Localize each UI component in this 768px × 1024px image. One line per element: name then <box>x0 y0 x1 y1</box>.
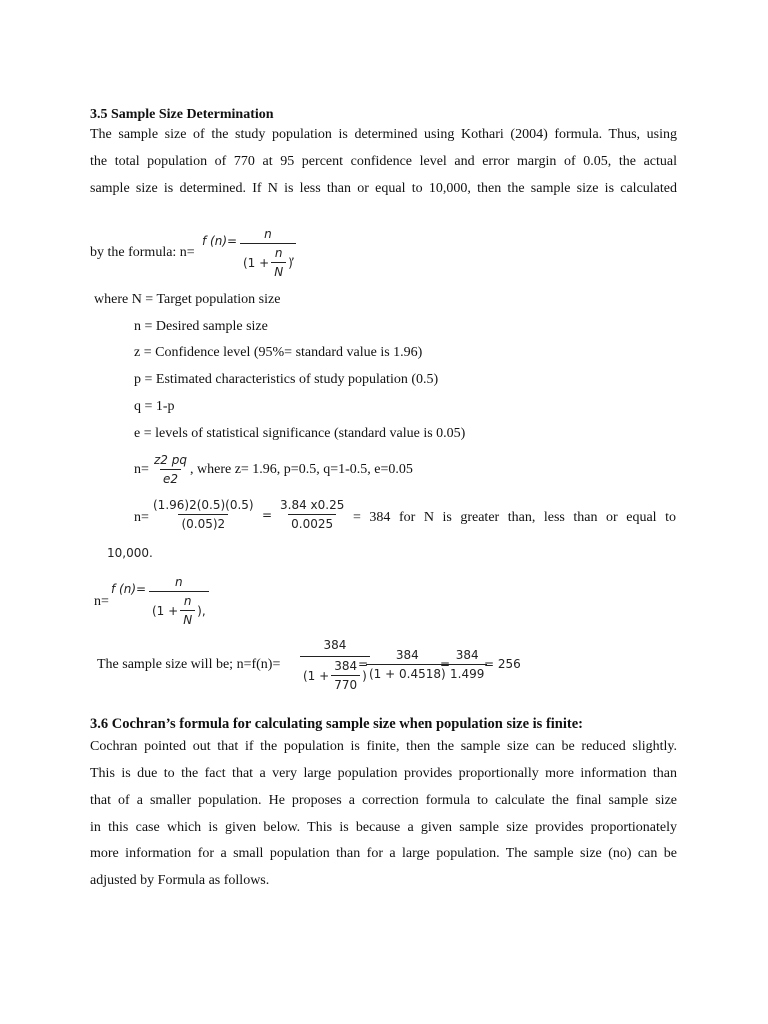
eq4-den-close: ), <box>197 603 206 618</box>
eq2-rest: , where z= 1.96, p=0.5, q=1-0.5, e=0.05 <box>190 462 413 477</box>
eq2-fraction <box>151 452 190 487</box>
eq3-fraction-2 <box>277 497 347 532</box>
paragraph-line: Cochran pointed out that if the population is finite, then the sample size can be reduced slightly. <box>90 739 677 754</box>
eq3-denominator-1: (0.05)2 <box>178 514 228 532</box>
eq4-fraction <box>149 574 209 628</box>
eq4-den-n: n <box>183 594 192 608</box>
definition-line: n = Desired sample size <box>134 319 268 334</box>
eq3-fraction-1 <box>150 497 257 532</box>
eq4-fn <box>111 582 146 596</box>
eq5-result: = 256 <box>484 657 521 671</box>
eq4-numerator: n <box>175 575 183 589</box>
eq5-fraction-3 <box>447 647 487 682</box>
formula-den-close: ) <box>288 255 293 270</box>
eq2-numerator: z2 pq <box>154 453 187 467</box>
formula-intro: by the formula: n= <box>90 245 195 260</box>
definition-line: e = levels of statistical significance (standard value is 0.05) <box>134 426 466 441</box>
eq3-lhs: n= <box>134 510 149 525</box>
formula-fn-label: f (n)= <box>202 234 238 248</box>
section-heading-3-5: 3.5 Sample Size Determination <box>90 107 274 122</box>
formula-fn <box>202 234 237 248</box>
paragraph-line: sample size is determined. If N is less than or equal to 10,000, then the sample size is calculated <box>90 181 677 196</box>
section-heading-3-6: 3.6 Cochran’s formula for calculating sample size when population size is finite: <box>90 716 583 732</box>
eq5-denominator-3: 1.499 <box>447 664 487 682</box>
formula-den-N: N <box>271 262 286 280</box>
eq3-denominator-2: 0.0025 <box>288 514 336 532</box>
eq5-den1-N: 770 <box>331 675 360 693</box>
eq5-equals-1: = <box>358 657 369 671</box>
eq2-lhs: n= <box>134 462 149 477</box>
eq3-numerator-2: 3.84 x0.25 <box>280 498 345 512</box>
eq3-numerator-1: (1.96)2(0.5)(0.5) <box>153 498 254 512</box>
paragraph-line: that of a smaller population. He proposes a correction formula to calculate the final sample size <box>90 793 677 808</box>
paragraph-line: This is due to the fact that a very large population provides proportionally more information than <box>90 766 677 781</box>
eq3-continuation: 10,000. <box>107 546 153 560</box>
formula-den-open: (1 + <box>243 255 270 270</box>
eq5-fraction-2 <box>366 647 449 682</box>
paragraph-line: The sample size of the study population is determined using Kothari (2004) formula. Thus, using <box>90 127 677 142</box>
eq5-equals-2: = <box>440 657 451 671</box>
eq4-den-N: N <box>180 610 195 628</box>
formula-numerator: n <box>264 227 272 241</box>
paragraph-line: the total population of 770 at 95 percent confidence level and error margin of 0.05, the actual <box>90 154 677 169</box>
definition-line: z = Confidence level (95%= standard value is 1.96) <box>134 345 423 360</box>
eq5-numerator-3: 384 <box>455 648 479 662</box>
formula-den-n: n <box>274 246 283 260</box>
eq5-den1-close: ) <box>362 668 367 683</box>
eq5-den1-open: (1 + <box>303 668 330 683</box>
definition-line: p = Estimated characteristics of study population (0.5) <box>134 372 439 387</box>
eq5-den1-n: 384 <box>334 659 358 673</box>
definition-line: where N = Target population size <box>94 292 281 307</box>
definition-line: q = 1-p <box>134 399 175 414</box>
eq4-lhs: n= <box>94 594 109 609</box>
formula-tail: , <box>291 248 295 262</box>
paragraph-line: more information for a small population than for a large population. The sample size (no) can be <box>90 846 677 861</box>
paragraph-line: in this case which is given below. This is because a given sample size provides proportionately <box>90 820 677 835</box>
eq5-denominator-2: (1 + 0.4518) <box>366 664 449 682</box>
paragraph-line: adjusted by Formula as follows. <box>90 873 270 888</box>
eq4-den-open: (1 + <box>152 603 179 618</box>
eq3-rest: = 384 for N is greater than, less than or equal to <box>353 510 676 525</box>
eq5-numerator-2: 384 <box>395 648 419 662</box>
formula-fraction <box>240 226 296 280</box>
eq4-fn-label: f (n)= <box>111 582 147 596</box>
eq2-denominator: e2 <box>160 469 181 487</box>
eq3-equals: = <box>262 508 273 522</box>
eq5-numerator-1: 384 <box>323 638 347 652</box>
eq5-intro: The sample size will be; n=f(n)= <box>97 657 281 672</box>
